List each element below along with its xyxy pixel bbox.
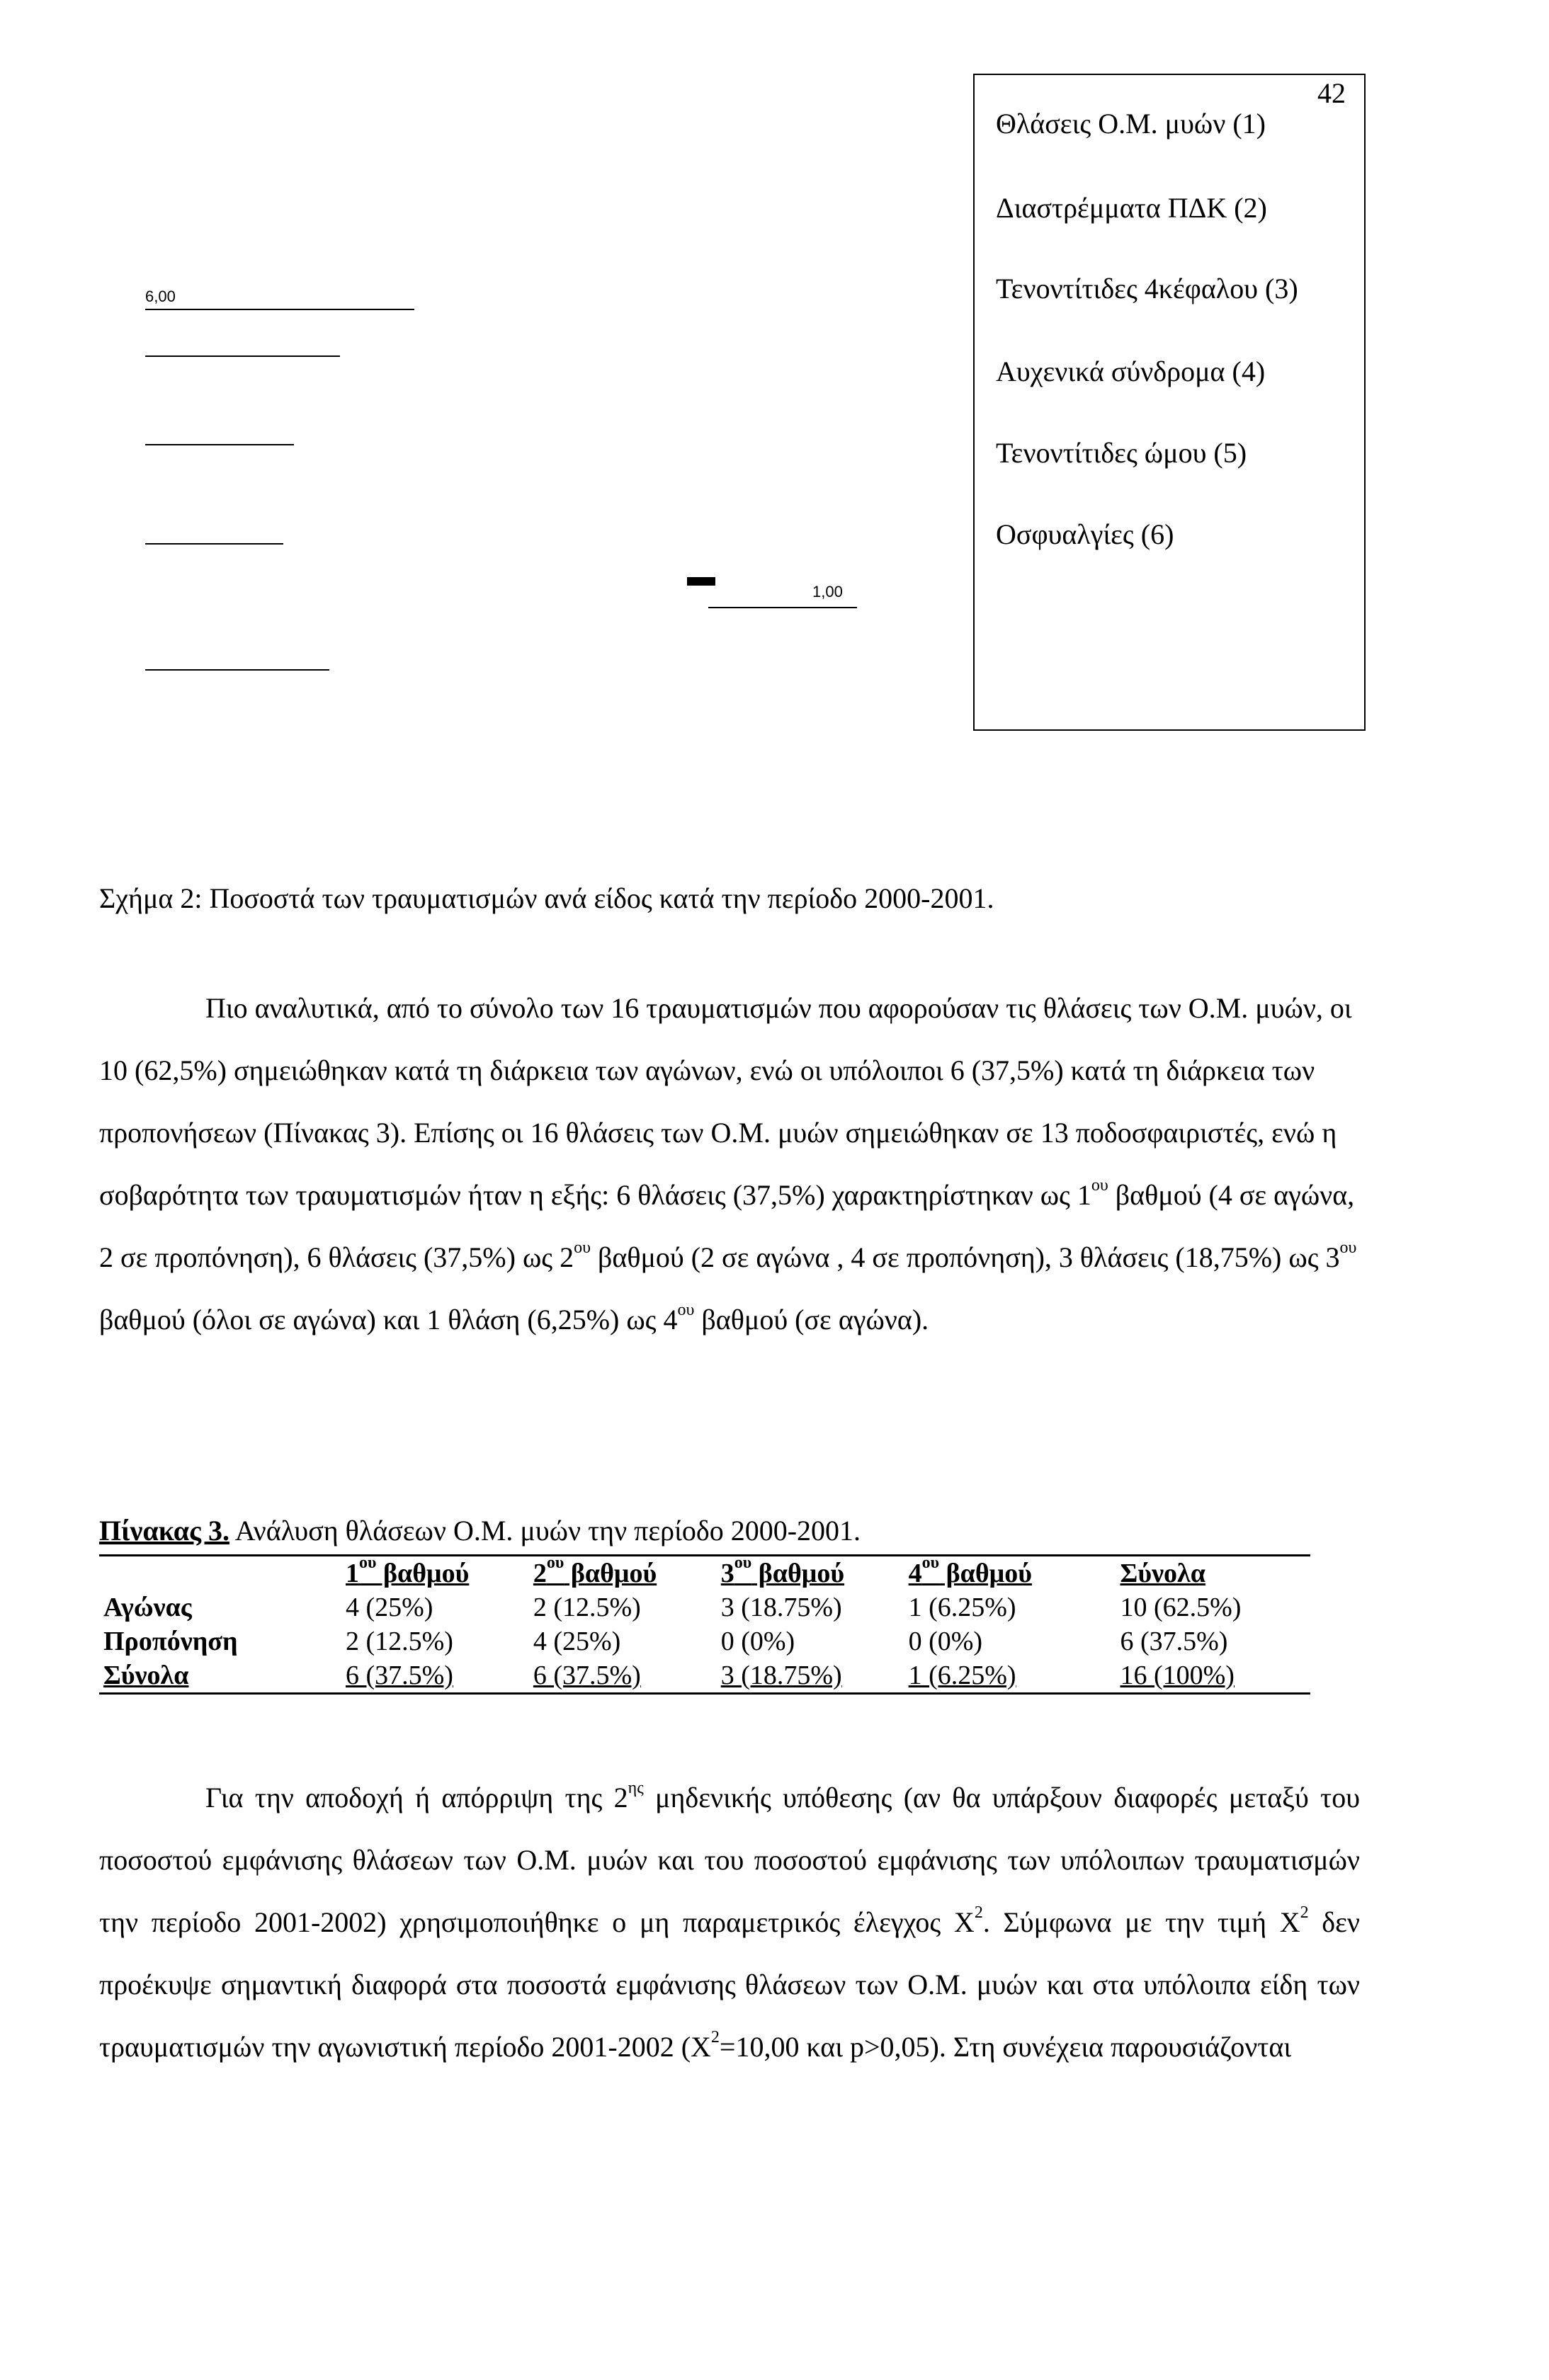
bar-value-label: 1,00 <box>812 583 843 600</box>
header-empty <box>99 1556 341 1591</box>
column-header: $2^{o\upsilon}$ βαθμού <box>533 1554 657 1588</box>
bar-marker <box>687 577 715 586</box>
superscript: 2 <box>1300 1903 1309 1922</box>
table-title <box>99 1514 861 1547</box>
table-cell: 2 (12.5%) <box>533 1593 641 1622</box>
column-header: $1^{o\upsilon}$ βαθμού <box>346 1554 470 1588</box>
superscript: ης <box>628 1779 644 1797</box>
row-header: Σύνολα <box>103 1661 189 1690</box>
table-cell: 2 (12.5%) <box>346 1627 453 1656</box>
paragraph-text: βαθμού (2 σε αγώνα , 4 σε προπόνηση), 3 θλάσεις (18,75%) ως 3 <box>591 1241 1340 1273</box>
table-row <box>99 1624 1310 1658</box>
legend-item: Τενοντίτιδες ώμου (5) <box>996 437 1247 469</box>
table-header-row <box>99 1556 1310 1591</box>
paragraph-text: βαθμού (4 σε αγώνα, 2 σε προπόνηση), 6 θλάσεις (37,5%) ως 2 <box>99 1179 1355 1273</box>
paragraph-text: μηδενικής υπόθεσης (αν θα υπάρξουν διαφορές μεταξύ του ποσοστού εμφάνισης θλάσεων των Ο.Μ. μυών και του ποσοστού εμφάνισης των υπόλοιπων τραυματισμών την περίοδο 2001-2002) χρησιμοποιήθηκε ο μη παραμετρικός έλεγχος Χ <box>99 1782 1360 1938</box>
paragraph-text: βαθμού (σε αγώνα). <box>694 1304 929 1336</box>
gridline <box>145 444 294 445</box>
gridline <box>145 543 283 545</box>
legend-item: Θλάσεις Ο.Μ. μυών (1) <box>996 108 1266 140</box>
table-title-text: Ανάλυση θλάσεων Ο.Μ. μυών την περίοδο 2000-2001. <box>229 1515 861 1547</box>
table-cell: 3 (18.75%) <box>720 1593 842 1622</box>
superscript: ου <box>677 1301 695 1319</box>
superscript: ου <box>1091 1176 1108 1195</box>
table-cell: 0 (0%) <box>908 1627 983 1656</box>
legend-item: Αυχενικά σύνδρομα (4) <box>996 355 1266 387</box>
table-cell: 3 (18.75%) <box>720 1661 842 1690</box>
table-cell: 16 (100%) <box>1120 1661 1235 1690</box>
paragraph <box>99 977 1360 1351</box>
axis-tick-top: 6,00 <box>145 287 176 305</box>
table-cell: 4 (25%) <box>533 1627 621 1656</box>
table-cell: 6 (37.5%) <box>346 1661 453 1690</box>
table-cell: 6 (37.5%) <box>533 1661 641 1690</box>
chart-legend <box>973 74 1366 731</box>
superscript: 2 <box>974 1903 983 1922</box>
table-cell: 1 (6.25%) <box>908 1593 1016 1622</box>
paragraph-text: δεν προέκυψε σημαντική διαφορά στα ποσοστά εμφάνισης θλάσεων των Ο.Μ. μυών και στα υπόλοιπα είδη των τραυματισμών την αγωνιστική περίοδο 2001-2002 (Χ <box>99 1906 1360 2063</box>
page-number: 42 <box>1317 77 1346 109</box>
column-header: $4^{o\upsilon}$ βαθμού <box>908 1554 1032 1588</box>
table-row <box>99 1590 1310 1624</box>
superscript: 2 <box>710 2028 720 2046</box>
row-header: Προπόνηση <box>103 1627 238 1656</box>
paragraph-text: βαθμού (όλοι σε αγώνα) και 1 θλάση (6,25%) ως 4 <box>99 1304 678 1336</box>
legend-item: Τενοντίτιδες 4κέφαλου (3) <box>996 273 1298 304</box>
legend-item: Διαστρέμματα ΠΔΚ (2) <box>996 192 1267 224</box>
row-header: Αγώνας <box>103 1593 192 1622</box>
gridline <box>145 309 414 310</box>
table-cell: 10 (62.5%) <box>1120 1593 1242 1622</box>
gridline <box>145 669 329 671</box>
paragraph-text: =10,00 και p>0,05). Στη συνέχεια παρουσιάζονται <box>719 2031 1292 2063</box>
table-label: Πίνακας 3. <box>99 1515 229 1547</box>
column-header: Σύνολα <box>1120 1559 1205 1588</box>
paragraph-text: Πιο αναλυτικά, από το σύνολο των 16 τραυματισμών που αφορούσαν τις θλάσεις των Ο.Μ. μυών, οι 10 (62,5%) σημειώθηκαν κατά τη διάρκεια των αγώνων, ενώ οι υπόλοιποι 6 (37,5%) κατά τη διάρκεια των προπονήσεων (Πίνακας 3). Επίσης οι 16 θλάσεις των Ο.Μ. μυών σημειώθηκαν σε 13 ποδοσφαιριστές, ενώ η σοβαρότητα των τραυματισμών ήταν η εξής: 6 θλάσεις (37,5%) χαρακτηρίστηκαν ως 1 <box>99 992 1352 1211</box>
table-cell: 4 (25%) <box>346 1593 433 1622</box>
paragraph-text: . Σύμφωνα με την τιμή Χ <box>982 1906 1300 1938</box>
table-row <box>99 1658 1310 1694</box>
injury-table <box>99 1554 1310 1695</box>
gridline <box>145 355 340 357</box>
superscript: ου <box>1339 1239 1357 1257</box>
paragraph <box>99 1767 1360 2078</box>
gridline <box>708 607 857 608</box>
superscript: ου <box>574 1239 591 1257</box>
column-header: $3^{o\upsilon}$ βαθμού <box>720 1554 845 1588</box>
figure-caption: Σχήμα 2: Ποσοστά των τραυματισμών ανά είδος κατά την περίοδο 2000-2001. <box>99 882 994 914</box>
table-cell: 6 (37.5%) <box>1120 1627 1228 1656</box>
paragraph-text: Για την αποδοχή ή απόρριψη της 2 <box>205 1782 628 1814</box>
legend-item: Οσφυαλγίες (6) <box>996 518 1174 550</box>
table-cell: 1 (6.25%) <box>908 1661 1016 1690</box>
table-cell: 0 (0%) <box>720 1627 795 1656</box>
